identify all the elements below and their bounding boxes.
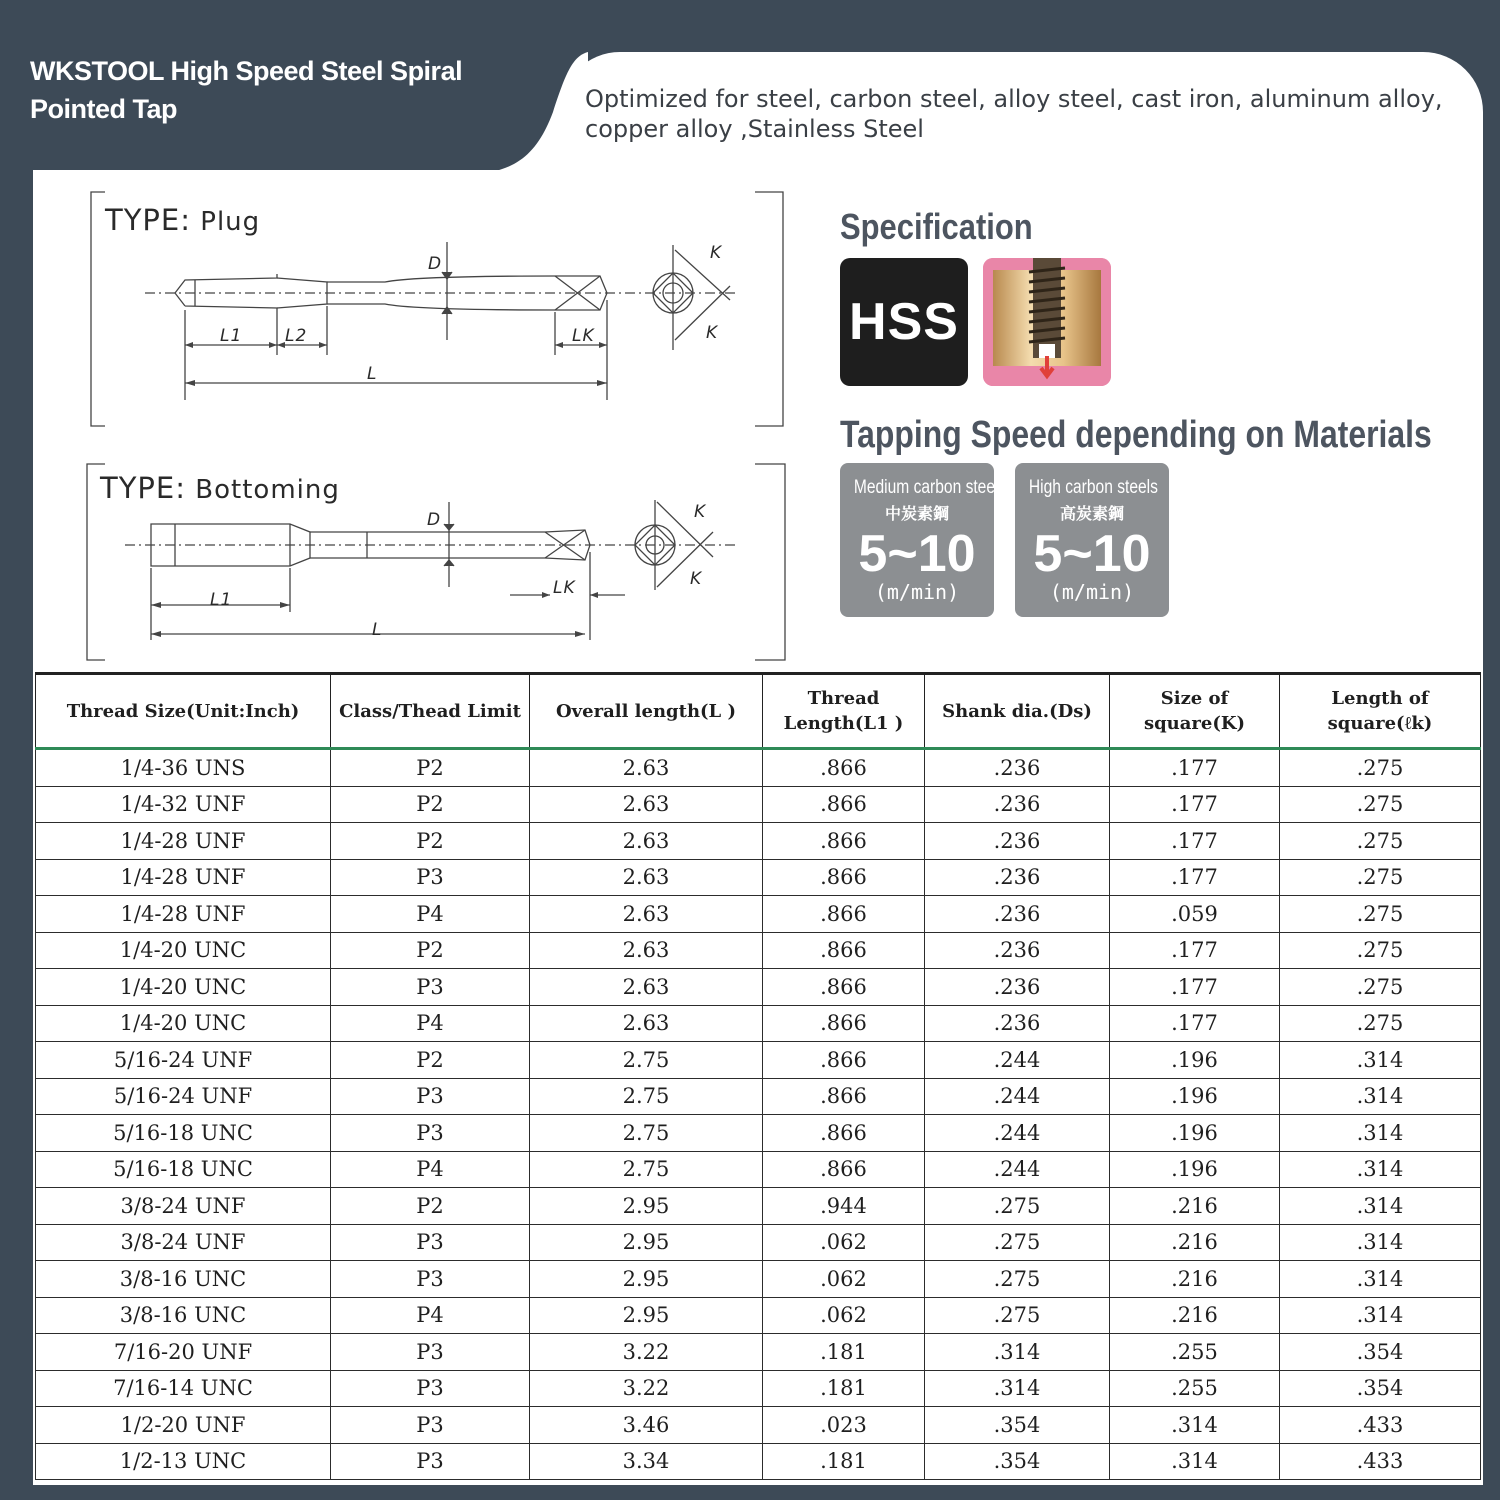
speed-card-unit: (m/min)	[1049, 580, 1135, 604]
cell-thread-size: 5/16-18 UNC	[36, 1115, 331, 1152]
cell-thread-length: .866	[763, 749, 925, 787]
cell-square-size: .177	[1110, 969, 1280, 1006]
cell-class: P4	[331, 896, 530, 933]
cell-square-size: .177	[1110, 1005, 1280, 1042]
cell-overall-length: 2.63	[530, 749, 763, 787]
plug-type-prefix: TYPE:	[105, 203, 192, 237]
cell-square-length: .314	[1280, 1261, 1481, 1298]
bottoming-type-label	[100, 471, 340, 505]
cell-overall-length: 3.22	[530, 1370, 763, 1407]
cell-square-length: .314	[1280, 1224, 1481, 1261]
speed-card-high-carbon	[1015, 463, 1169, 617]
cell-overall-length: 2.63	[530, 932, 763, 969]
cell-shank-dia: .275	[925, 1188, 1110, 1225]
cell-overall-length: 2.63	[530, 896, 763, 933]
cell-class: P2	[331, 1042, 530, 1079]
table-row	[36, 749, 1481, 787]
cell-shank-dia: .275	[925, 1224, 1110, 1261]
plug-dim-l1: L1	[220, 326, 243, 346]
cell-overall-length: 2.75	[530, 1115, 763, 1152]
page-title: WKSTOOL High Speed Steel Spiral Pointed Tap	[30, 56, 463, 124]
cell-shank-dia: .244	[925, 1042, 1110, 1079]
cell-overall-length: 3.46	[530, 1407, 763, 1444]
cell-shank-dia: .275	[925, 1261, 1110, 1298]
cell-thread-length: .181	[763, 1334, 925, 1371]
cell-class: P3	[331, 1078, 530, 1115]
table-row	[36, 1407, 1481, 1444]
cell-thread-size: 3/8-16 UNC	[36, 1297, 331, 1334]
col-header-thread-size: Thread Size(Unit:Inch)	[36, 674, 331, 749]
cell-thread-size: 1/4-20 UNC	[36, 969, 331, 1006]
cell-overall-length: 2.95	[530, 1297, 763, 1334]
speed-card-value: 5~10	[858, 525, 976, 583]
cell-square-size: .196	[1110, 1078, 1280, 1115]
cell-overall-length: 2.95	[530, 1224, 763, 1261]
cell-class: P4	[331, 1297, 530, 1334]
cell-square-size: .314	[1110, 1407, 1280, 1444]
cell-square-length: .275	[1280, 896, 1481, 933]
cell-shank-dia: .244	[925, 1115, 1110, 1152]
cell-shank-dia: .236	[925, 786, 1110, 823]
cell-thread-length: .062	[763, 1297, 925, 1334]
col-header-square-length: Length of square(ℓk)	[1280, 674, 1481, 749]
cell-thread-size: 5/16-24 UNF	[36, 1078, 331, 1115]
table-row	[36, 859, 1481, 896]
cell-square-length: .275	[1280, 749, 1481, 787]
cell-thread-length: .866	[763, 969, 925, 1006]
cell-overall-length: 2.75	[530, 1078, 763, 1115]
cell-thread-length: .866	[763, 896, 925, 933]
cell-square-length: .354	[1280, 1370, 1481, 1407]
cell-square-length: .354	[1280, 1334, 1481, 1371]
cell-square-length: .314	[1280, 1188, 1481, 1225]
cell-overall-length: 2.75	[530, 1042, 763, 1079]
cell-class: P3	[331, 1334, 530, 1371]
bottoming-dim-l1: L1	[210, 590, 233, 610]
cell-overall-length: 3.34	[530, 1443, 763, 1480]
table-body	[36, 749, 1481, 1480]
cell-thread-length: .866	[763, 1078, 925, 1115]
cell-shank-dia: .236	[925, 749, 1110, 787]
cell-square-size: .177	[1110, 859, 1280, 896]
cell-thread-length: .866	[763, 859, 925, 896]
cell-square-size: .255	[1110, 1370, 1280, 1407]
tap-coating-icon	[983, 258, 1111, 386]
cell-square-size: .177	[1110, 823, 1280, 860]
cell-overall-length: 2.75	[530, 1151, 763, 1188]
cell-square-length: .433	[1280, 1443, 1481, 1480]
table-row	[36, 786, 1481, 823]
cell-shank-dia: .236	[925, 1005, 1110, 1042]
bottoming-type-prefix: TYPE:	[100, 471, 187, 505]
cell-overall-length: 2.95	[530, 1188, 763, 1225]
cell-square-length: .314	[1280, 1297, 1481, 1334]
cell-thread-size: 1/2-13 UNC	[36, 1443, 331, 1480]
cell-overall-length: 2.63	[530, 1005, 763, 1042]
cell-square-size: .216	[1110, 1261, 1280, 1298]
cell-thread-size: 1/4-32 UNF	[36, 786, 331, 823]
bottoming-dim-lk: LK	[553, 578, 576, 598]
cell-square-length: .314	[1280, 1115, 1481, 1152]
cell-shank-dia: .236	[925, 896, 1110, 933]
cell-square-length: .275	[1280, 823, 1481, 860]
table-row	[36, 1188, 1481, 1225]
cell-shank-dia: .314	[925, 1370, 1110, 1407]
cell-class: P3	[331, 1407, 530, 1444]
table-row	[36, 1261, 1481, 1298]
cell-thread-size: 5/16-18 UNC	[36, 1151, 331, 1188]
table-row	[36, 1297, 1481, 1334]
cell-thread-size: 3/8-16 UNC	[36, 1261, 331, 1298]
speed-card-material: High carbon steels	[1028, 477, 1158, 498]
cell-shank-dia: .244	[925, 1078, 1110, 1115]
cell-square-length: .433	[1280, 1407, 1481, 1444]
cell-overall-length: 3.22	[530, 1334, 763, 1371]
col-header-overall-length: Overall length(L )	[530, 674, 763, 749]
cell-shank-dia: .354	[925, 1407, 1110, 1444]
cell-class: P3	[331, 1261, 530, 1298]
plug-dim-l: L	[367, 364, 378, 384]
cell-square-size: .216	[1110, 1188, 1280, 1225]
cell-class: P4	[331, 1005, 530, 1042]
cell-shank-dia: .236	[925, 859, 1110, 896]
cell-class: P4	[331, 1151, 530, 1188]
cell-square-size: .196	[1110, 1042, 1280, 1079]
cell-thread-length: .866	[763, 932, 925, 969]
cell-thread-length: .866	[763, 786, 925, 823]
table-row	[36, 1115, 1481, 1152]
cell-class: P3	[331, 859, 530, 896]
cell-shank-dia: .354	[925, 1443, 1110, 1480]
speed-card-unit: (m/min)	[874, 580, 960, 604]
cell-class: P2	[331, 823, 530, 860]
materials-subtitle: Optimized for steel, carbon steel, alloy steel, cast iron, aluminum alloy, copper alloy ,Stainless Steel	[585, 85, 1443, 143]
tap-size-table	[35, 672, 1481, 1480]
cell-shank-dia: .314	[925, 1334, 1110, 1371]
table-row	[36, 1443, 1481, 1480]
cell-thread-size: 7/16-20 UNF	[36, 1334, 331, 1371]
cell-overall-length: 2.63	[530, 786, 763, 823]
cell-square-size: .177	[1110, 932, 1280, 969]
cell-thread-length: .866	[763, 823, 925, 860]
cell-shank-dia: .236	[925, 969, 1110, 1006]
table-row	[36, 823, 1481, 860]
cell-class: P2	[331, 1188, 530, 1225]
cell-class: P2	[331, 749, 530, 787]
speed-card-material-cn: 高炭素鋼	[1059, 506, 1124, 523]
cell-class: P3	[331, 1115, 530, 1152]
cell-thread-size: 7/16-14 UNC	[36, 1370, 331, 1407]
speed-card-value: 5~10	[1033, 525, 1151, 583]
cell-square-length: .314	[1280, 1151, 1481, 1188]
cell-overall-length: 2.63	[530, 969, 763, 1006]
cell-thread-length: .181	[763, 1370, 925, 1407]
table-row	[36, 1224, 1481, 1261]
cell-thread-length: .866	[763, 1115, 925, 1152]
cell-shank-dia: .236	[925, 823, 1110, 860]
cell-overall-length: 2.95	[530, 1261, 763, 1298]
cell-square-size: .314	[1110, 1443, 1280, 1480]
cell-thread-size: 3/8-24 UNF	[36, 1188, 331, 1225]
cell-thread-size: 1/4-20 UNC	[36, 1005, 331, 1042]
cell-thread-length: .181	[763, 1443, 925, 1480]
cell-square-length: .314	[1280, 1042, 1481, 1079]
cell-overall-length: 2.63	[530, 859, 763, 896]
speed-card-material-cn: 中炭素鋼	[884, 506, 949, 523]
speed-card-material: Medium carbon steels	[853, 477, 1007, 498]
specification-title: Specification	[840, 206, 1033, 247]
cell-square-length: .275	[1280, 1005, 1481, 1042]
cell-square-length: .314	[1280, 1078, 1481, 1115]
cell-square-size: .255	[1110, 1334, 1280, 1371]
cell-thread-size: 1/4-28 UNF	[36, 859, 331, 896]
plug-dim-lk: LK	[572, 326, 595, 346]
table-row	[36, 1370, 1481, 1407]
col-header-square-size: Size of square(K)	[1110, 674, 1280, 749]
cell-thread-length: .944	[763, 1188, 925, 1225]
cell-shank-dia: .244	[925, 1151, 1110, 1188]
plug-dim-k-top: K	[710, 243, 723, 263]
cell-class: P2	[331, 932, 530, 969]
cell-square-size: .216	[1110, 1297, 1280, 1334]
cell-square-length: .275	[1280, 969, 1481, 1006]
plug-type-value: Plug	[200, 207, 261, 237]
cell-class: P2	[331, 786, 530, 823]
hss-badge: HSS	[840, 258, 968, 386]
bottoming-dim-k-top: K	[694, 502, 707, 522]
speed-card-medium-carbon	[840, 463, 1007, 617]
table-row	[36, 1042, 1481, 1079]
bottoming-dim-d: D	[427, 510, 442, 530]
cell-thread-size: 1/4-36 UNS	[36, 749, 331, 787]
table-row	[36, 1005, 1481, 1042]
cell-thread-length: .866	[763, 1042, 925, 1079]
table-row	[36, 969, 1481, 1006]
cell-thread-size: 1/4-20 UNC	[36, 932, 331, 969]
tapping-speed-title: Tapping Speed depending on Materials	[840, 414, 1432, 456]
cell-class: P3	[331, 1443, 530, 1480]
cell-square-length: .275	[1280, 859, 1481, 896]
cell-square-length: .275	[1280, 786, 1481, 823]
col-header-thread-length: Thread Length(L1 )	[763, 674, 925, 749]
cell-thread-length: .062	[763, 1224, 925, 1261]
cell-class: P3	[331, 969, 530, 1006]
plug-type-label	[105, 203, 260, 237]
cell-thread-size: 1/4-28 UNF	[36, 896, 331, 933]
cell-square-size: .216	[1110, 1224, 1280, 1261]
cell-thread-length: .866	[763, 1151, 925, 1188]
cell-thread-length: .023	[763, 1407, 925, 1444]
table-row	[36, 1078, 1481, 1115]
col-header-class: Class/Thead Limit	[331, 674, 530, 749]
cell-thread-size: 1/4-28 UNF	[36, 823, 331, 860]
plug-dim-l2: L2	[285, 326, 308, 346]
cell-square-size: .177	[1110, 749, 1280, 787]
table-row	[36, 932, 1481, 969]
cell-square-size: .196	[1110, 1151, 1280, 1188]
table-row	[36, 1334, 1481, 1371]
col-header-shank-dia: Shank dia.(Ds)	[925, 674, 1110, 749]
cell-class: P3	[331, 1370, 530, 1407]
bottoming-type-value: Bottoming	[195, 475, 340, 505]
bottoming-dim-k-bottom: K	[690, 569, 703, 589]
table-header-row	[36, 674, 1481, 749]
plug-dim-d: D	[428, 254, 443, 274]
cell-thread-size: 1/2-20 UNF	[36, 1407, 331, 1444]
table-row	[36, 896, 1481, 933]
cell-thread-length: .866	[763, 1005, 925, 1042]
plug-dim-k-bottom: K	[706, 323, 719, 343]
cell-square-size: .196	[1110, 1115, 1280, 1152]
cell-overall-length: 2.63	[530, 823, 763, 860]
cell-square-size: .177	[1110, 786, 1280, 823]
cell-thread-size: 3/8-24 UNF	[36, 1224, 331, 1261]
cell-class: P3	[331, 1224, 530, 1261]
cell-thread-length: .062	[763, 1261, 925, 1298]
cell-shank-dia: .236	[925, 932, 1110, 969]
cell-shank-dia: .275	[925, 1297, 1110, 1334]
cell-thread-size: 5/16-24 UNF	[36, 1042, 331, 1079]
cell-square-size: .059	[1110, 896, 1280, 933]
table-row	[36, 1151, 1481, 1188]
bottoming-dim-l: L	[372, 620, 383, 640]
cell-square-length: .275	[1280, 932, 1481, 969]
